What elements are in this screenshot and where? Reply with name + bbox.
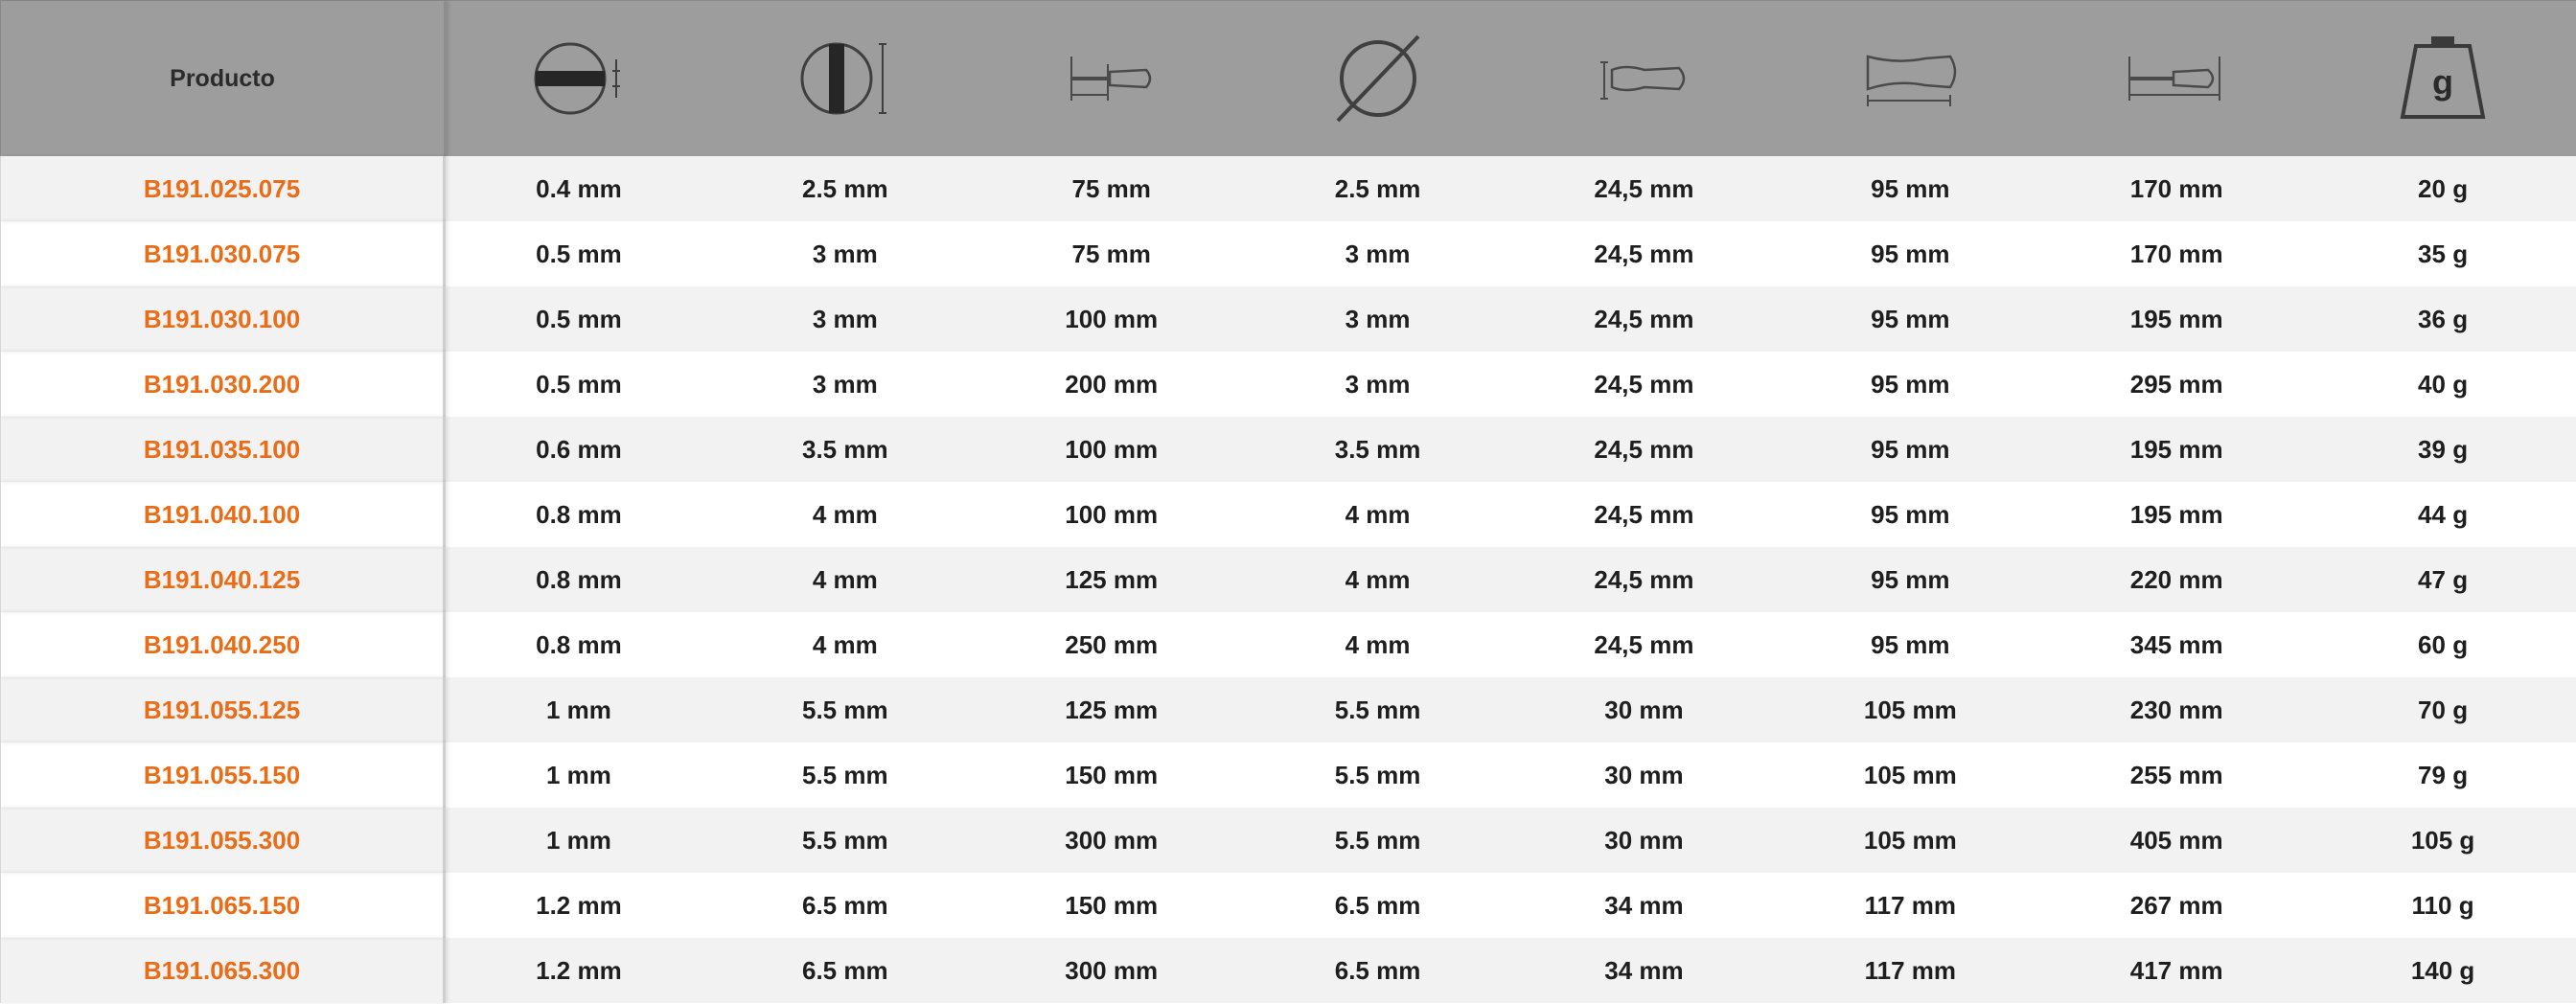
table-cell: 195 mm xyxy=(2129,499,2223,529)
table-cell: 0.8 mm xyxy=(536,499,622,529)
weight-glyph: g xyxy=(2432,62,2454,102)
table-cell: 24,5 mm xyxy=(1594,239,1694,268)
table-cell: 0.5 mm xyxy=(536,304,622,333)
table-cell: 4 mm xyxy=(812,564,878,594)
table-cell: 30 mm xyxy=(1604,825,1684,855)
table-cell: 1.2 mm xyxy=(536,955,622,985)
table-cell: 417 mm xyxy=(2129,955,2223,985)
table-cell: 295 mm xyxy=(2129,369,2223,399)
table-cell: 24,5 mm xyxy=(1594,434,1694,464)
table-cell: 100 mm xyxy=(1065,499,1159,529)
handle-length-icon xyxy=(1858,35,1964,122)
table-row xyxy=(0,808,2576,873)
product-code-link[interactable]: B191.030.100 xyxy=(0,286,446,352)
table-row xyxy=(0,612,2576,677)
table-cell: 30 mm xyxy=(1604,760,1684,789)
table-cell: 44 g xyxy=(2418,499,2469,529)
table-cell: 195 mm xyxy=(2129,434,2223,464)
table-cell: 75 mm xyxy=(1071,239,1151,268)
table-cell: 105 mm xyxy=(1863,695,1957,724)
table-cell: 34 mm xyxy=(1604,955,1684,985)
product-code-link[interactable]: B191.025.075 xyxy=(0,156,446,221)
table-row xyxy=(0,547,2576,612)
table-cell: 2.5 mm xyxy=(802,173,888,203)
table-cell: 3 mm xyxy=(812,304,878,333)
product-code-link[interactable]: B191.065.150 xyxy=(0,873,446,938)
table-cell: 405 mm xyxy=(2129,825,2223,855)
table-cell: 250 mm xyxy=(1065,629,1159,659)
table-cell: 220 mm xyxy=(2129,564,2223,594)
table-cell: 3 mm xyxy=(1345,369,1411,399)
product-code-link[interactable]: B191.055.125 xyxy=(0,677,446,742)
table-cell: 117 mm xyxy=(1864,890,1957,920)
table-cell: 20 g xyxy=(2418,173,2469,203)
table-cell: 4 mm xyxy=(1345,564,1411,594)
table-cell: 4 mm xyxy=(812,499,878,529)
table-cell: 200 mm xyxy=(1065,369,1159,399)
table-cell: 125 mm xyxy=(1065,564,1159,594)
blade-thickness-icon xyxy=(532,35,628,122)
table-cell: 47 g xyxy=(2418,564,2469,594)
table-cell: 4 mm xyxy=(812,629,878,659)
table-cell: 24,5 mm xyxy=(1594,369,1694,399)
table-cell: 40 g xyxy=(2418,369,2469,399)
table-cell: 110 g xyxy=(2411,890,2474,920)
table-cell: 170 mm xyxy=(2129,173,2223,203)
weight-icon xyxy=(2395,31,2491,126)
table-cell: 4 mm xyxy=(1345,629,1411,659)
table-cell: 100 mm xyxy=(1065,304,1159,333)
diameter-icon xyxy=(1330,31,1426,126)
product-code-link[interactable]: B191.040.250 xyxy=(0,612,446,677)
table-cell: 0.8 mm xyxy=(536,629,622,659)
product-code-link[interactable]: B191.030.075 xyxy=(0,221,446,286)
table-cell: 0.4 mm xyxy=(536,173,622,203)
table-cell: 6.5 mm xyxy=(802,890,888,920)
table-cell: 195 mm xyxy=(2129,304,2223,333)
table-cell: 3 mm xyxy=(1345,304,1411,333)
table-cell: 3 mm xyxy=(1345,239,1411,268)
table-cell: 105 mm xyxy=(1863,760,1957,789)
table-cell: 6.5 mm xyxy=(1334,890,1421,920)
total-length-icon xyxy=(2124,35,2229,122)
table-body xyxy=(0,156,2576,1003)
table-cell: 4 mm xyxy=(1345,499,1411,529)
table-cell: 95 mm xyxy=(1871,434,1950,464)
product-code-link[interactable]: B191.055.150 xyxy=(0,742,446,808)
table-cell: 125 mm xyxy=(1065,695,1159,724)
table-cell: 95 mm xyxy=(1871,173,1950,203)
table-cell: 267 mm xyxy=(2129,890,2223,920)
header-cell-weight xyxy=(2310,1,2576,156)
table-cell: 6.5 mm xyxy=(802,955,888,985)
product-column-header: Producto xyxy=(1,1,447,156)
table-cell: 5.5 mm xyxy=(802,825,888,855)
table-cell: 300 mm xyxy=(1065,955,1159,985)
table-row xyxy=(0,417,2576,482)
blade-width-icon xyxy=(798,35,894,122)
table-cell: 30 mm xyxy=(1604,695,1684,724)
table-cell: 34 mm xyxy=(1604,890,1684,920)
table-row xyxy=(0,873,2576,938)
table-cell: 5.5 mm xyxy=(1334,825,1421,855)
table-cell: 5.5 mm xyxy=(802,695,888,724)
table-cell: 150 mm xyxy=(1065,760,1159,789)
header-cell-blade-thickness xyxy=(447,1,713,156)
table-cell: 150 mm xyxy=(1065,890,1159,920)
table-cell: 117 mm xyxy=(1864,955,1957,985)
table-cell: 3 mm xyxy=(812,239,878,268)
table-cell: 3 mm xyxy=(812,369,878,399)
table-row xyxy=(0,156,2576,221)
table-row xyxy=(0,482,2576,547)
table-cell: 24,5 mm xyxy=(1594,499,1694,529)
table-row xyxy=(0,352,2576,417)
header-cell-diameter xyxy=(1245,1,1511,156)
table-cell: 95 mm xyxy=(1871,499,1950,529)
table-cell: 345 mm xyxy=(2129,629,2223,659)
header-cell-handle-diameter xyxy=(1511,1,1778,156)
table-header xyxy=(0,0,2576,156)
table-cell: 1.2 mm xyxy=(536,890,622,920)
table-cell: 70 g xyxy=(2418,695,2469,724)
table-cell: 3.5 mm xyxy=(802,434,888,464)
table-cell: 0.6 mm xyxy=(536,434,622,464)
table-cell: 24,5 mm xyxy=(1594,564,1694,594)
table-cell: 0.5 mm xyxy=(536,239,622,268)
table-cell: 95 mm xyxy=(1871,564,1950,594)
product-code-link[interactable]: B191.040.125 xyxy=(0,547,446,612)
table-cell: 170 mm xyxy=(2129,239,2223,268)
product-code-link[interactable]: B191.055.300 xyxy=(0,808,446,873)
table-cell: 5.5 mm xyxy=(1334,695,1421,724)
table-cell: 1 mm xyxy=(545,760,611,789)
product-code-link[interactable]: B191.040.100 xyxy=(0,482,446,547)
table-cell: 105 mm xyxy=(1863,825,1957,855)
header-cell-blade-length xyxy=(979,1,1246,156)
product-code-link[interactable]: B191.030.200 xyxy=(0,352,446,417)
handle-diameter-icon xyxy=(1597,35,1692,122)
table-cell: 60 g xyxy=(2418,629,2469,659)
table-cell: 36 g xyxy=(2418,304,2469,333)
table-cell: 0.8 mm xyxy=(536,564,622,594)
table-cell: 1 mm xyxy=(545,825,611,855)
table-cell: 0.5 mm xyxy=(536,369,622,399)
table-cell: 95 mm xyxy=(1871,369,1950,399)
table-cell: 3.5 mm xyxy=(1334,434,1421,464)
table-cell: 39 g xyxy=(2418,434,2469,464)
table-cell: 6.5 mm xyxy=(1334,955,1421,985)
table-cell: 300 mm xyxy=(1065,825,1159,855)
table-cell: 140 g xyxy=(2410,955,2475,985)
table-cell: 75 mm xyxy=(1071,173,1151,203)
header-cell-total-length xyxy=(2044,1,2311,156)
table-cell: 79 g xyxy=(2418,760,2469,789)
table-row xyxy=(0,286,2576,352)
table-cell: 95 mm xyxy=(1871,239,1950,268)
table-cell: 24,5 mm xyxy=(1594,304,1694,333)
table-cell: 5.5 mm xyxy=(802,760,888,789)
header-cell-blade-width xyxy=(713,1,979,156)
table-cell: 35 g xyxy=(2418,239,2469,268)
table-cell: 105 g xyxy=(2410,825,2475,855)
product-code-link[interactable]: B191.065.300 xyxy=(0,938,446,1003)
table-cell: 1 mm xyxy=(545,695,611,724)
table-cell: 2.5 mm xyxy=(1334,173,1421,203)
table-cell: 230 mm xyxy=(2129,695,2223,724)
table-row xyxy=(0,677,2576,742)
header-cell-handle-length xyxy=(1778,1,2044,156)
table-cell: 95 mm xyxy=(1871,629,1950,659)
table-cell: 95 mm xyxy=(1871,304,1950,333)
table-cell: 255 mm xyxy=(2129,760,2223,789)
blade-length-icon xyxy=(1064,35,1160,122)
table-row xyxy=(0,742,2576,808)
table-cell: 100 mm xyxy=(1065,434,1159,464)
table-cell: 24,5 mm xyxy=(1594,629,1694,659)
table-row xyxy=(0,221,2576,286)
table-row xyxy=(0,938,2576,1003)
table-cell: 5.5 mm xyxy=(1334,760,1421,789)
table-cell: 24,5 mm xyxy=(1594,173,1694,203)
product-code-link[interactable]: B191.035.100 xyxy=(0,417,446,482)
